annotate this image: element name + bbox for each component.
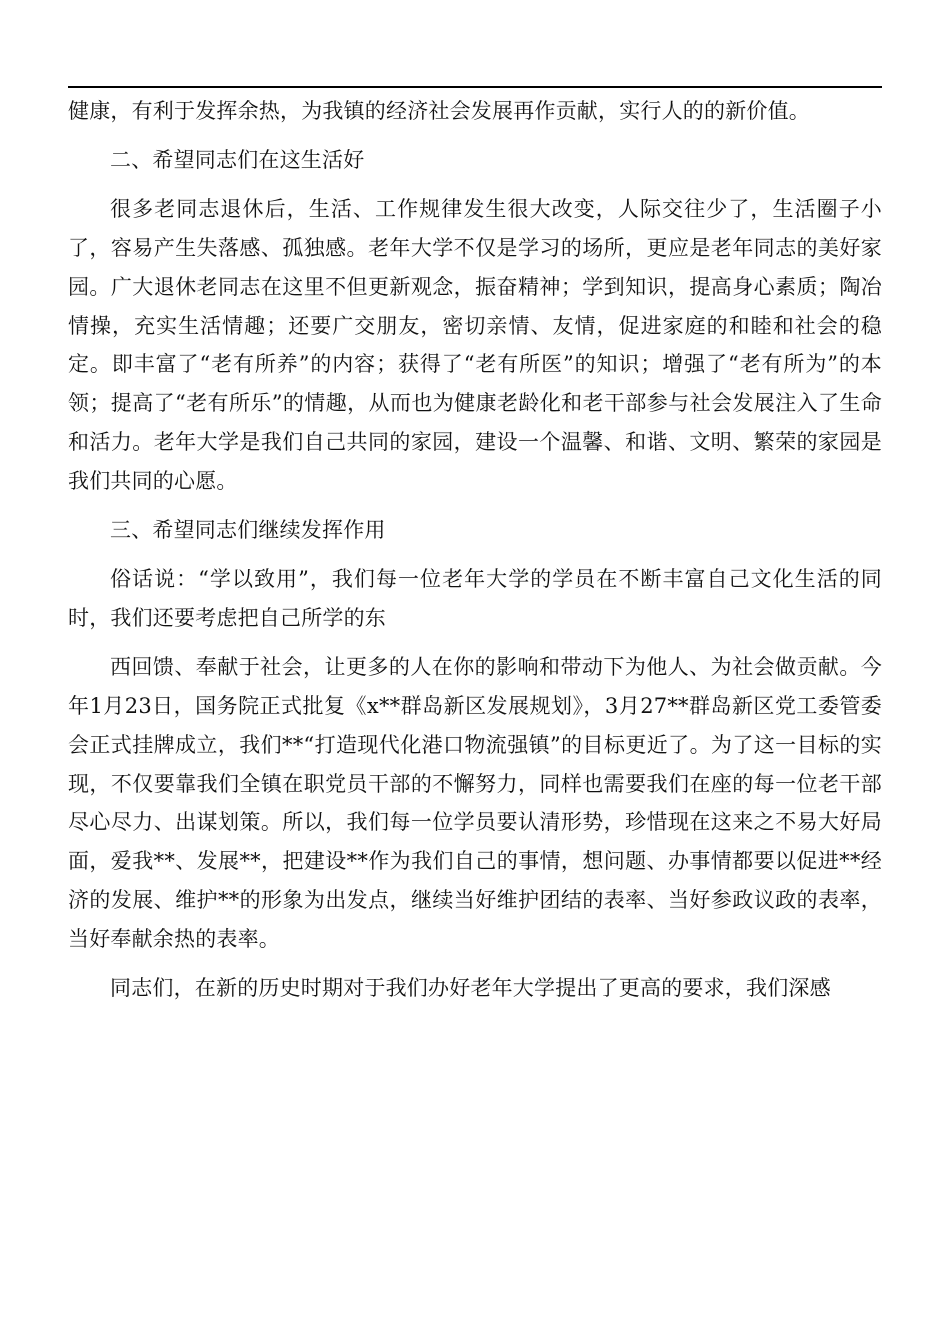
document-body xyxy=(68,92,882,1008)
paragraph-proverb: 俗话说：“学以致用”，我们每一位老年大学的学员在不断丰富自己文化生活的同时，我们还要考虑把自己所学的东 xyxy=(68,566,882,630)
paragraph-closing: 同志们，在新的历史时期对于我们办好老年大学提出了更高的要求，我们深感 xyxy=(110,976,831,1001)
paragraph-life: 很多老同志退休后，生活、工作规律发生很大改变，人际交往少了，生活圈子小了，容易产生失落感、孤独感。老年大学不仅是学习的场所，更应是老年同志的美好家园。广大退休老同志在这里不但更新观念，振奋精神；学到知识，提高身心素质；陶冶情操，充实生活情趣；还要广交朋友，密切亲情、友情，促进家庭的和睦和社会的稳定。即丰富了“老有所养”的内容；获得了“老有所医”的知识；增强了“老有所为”的本领；提高了“老有所乐”的情趣，从而也为健康老龄化和老干部参与社会发展注入了生命和活力。老年大学是我们自己共同的家园，建设一个温馨、和谐、文明、繁荣的家园是我们共同的心愿。 xyxy=(68,196,882,494)
section-heading-three: 三、希望同志们继续发挥作用 xyxy=(110,518,386,543)
section-heading-two: 二、希望同志们在这生活好 xyxy=(110,147,365,172)
header-rule xyxy=(68,86,882,88)
paragraph-contribution: 西回馈、奉献于社会，让更多的人在你的影响和带动下为他人、为社会做贡献。今年1月23日，国务院正式批复《x**群岛新区发展规划》，3月27**群岛新区党工委管委会正式挂牌成立，我们**“打造现代化港口物流强镇”的目标更近了。为了这一目标的实现，不仅要靠我们全镇在职党员干部的不懈努力，同样也需要我们在座的每一位老干部尽心尽力、出谋划策。所以，我们每一位学员要认清形势，珍惜现在这来之不易大好局面，爱我**、发展**，把建设**作为我们自己的事情，想问题、办事情都要以促进**经济的发展、维护**的形象为出发点，继续当好维护团结的表率、当好参政议政的表率，当好奉献余热的表率。 xyxy=(68,654,882,952)
paragraph-continuation: 健康，有利于发挥余热，为我镇的经济社会发展再作贡献，实行人的的新价值。 xyxy=(68,99,810,123)
